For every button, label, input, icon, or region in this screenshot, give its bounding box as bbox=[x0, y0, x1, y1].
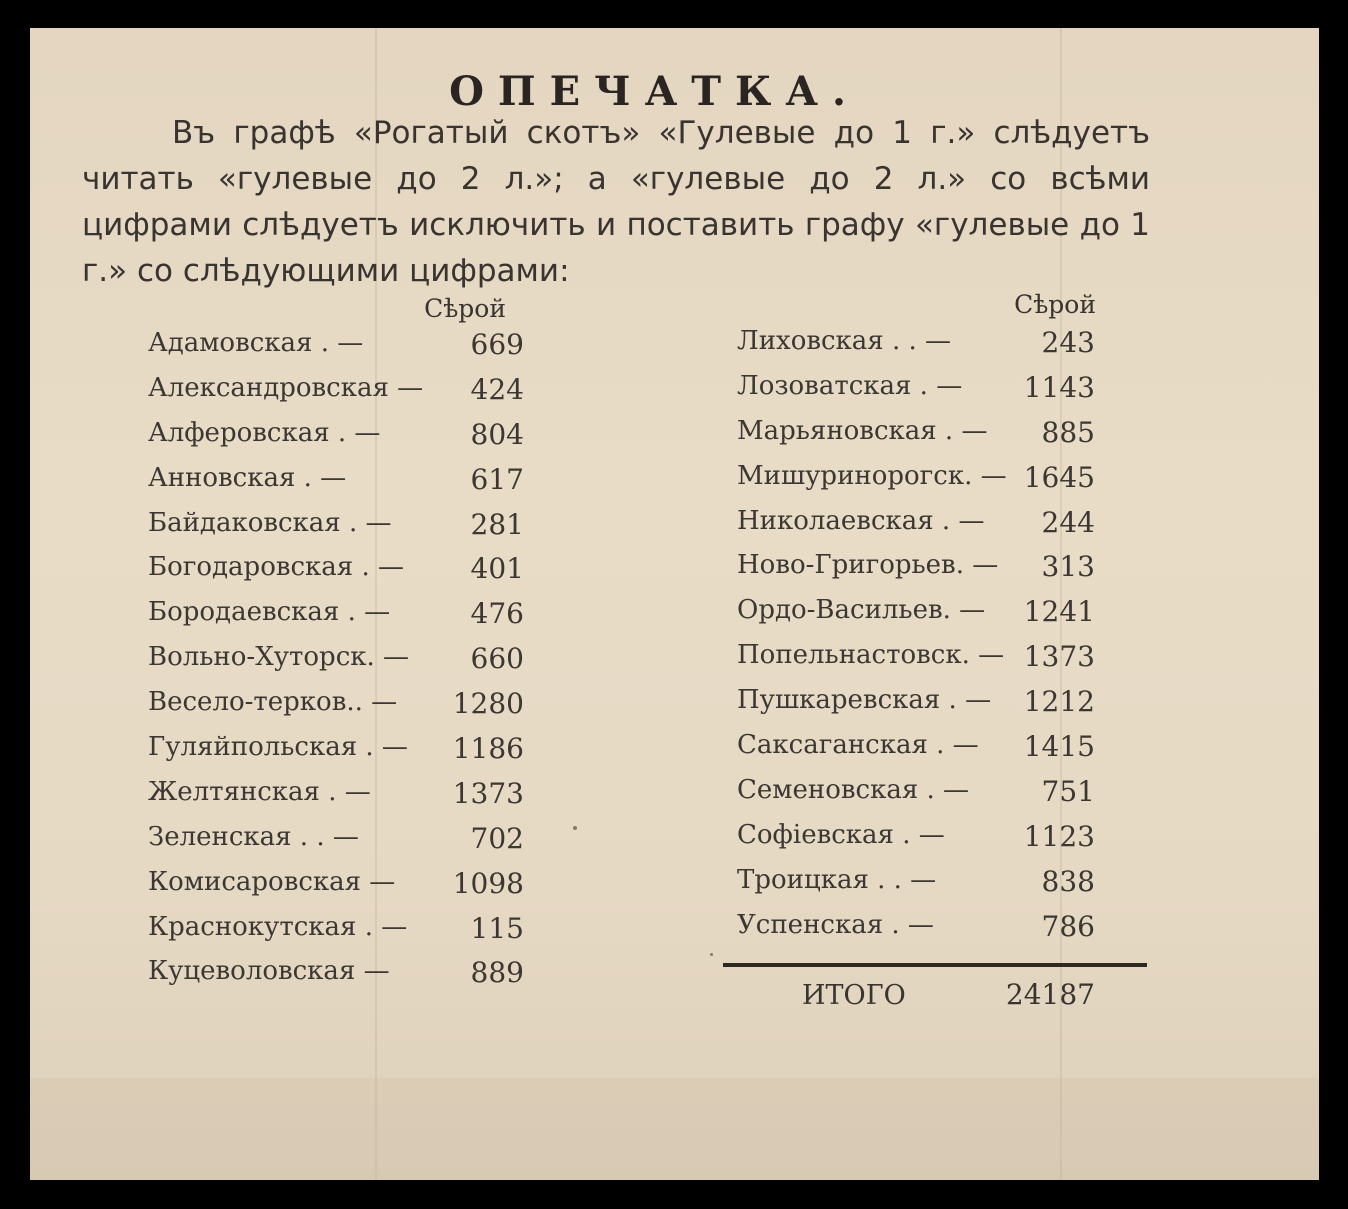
district-name: Лиховская . . — bbox=[737, 326, 952, 356]
district-name: Марьяновская . — bbox=[737, 415, 988, 446]
district-value: 885 bbox=[1041, 415, 1095, 449]
table-row bbox=[737, 326, 1097, 371]
district-name: Ордо-Васильев. — bbox=[737, 595, 986, 626]
table-row bbox=[148, 642, 524, 687]
district-value: 1123 bbox=[1023, 819, 1095, 853]
district-name: Александровская — bbox=[148, 372, 424, 403]
district-name: Адамовская . — bbox=[148, 328, 364, 358]
district-value: 244 bbox=[1041, 505, 1095, 539]
table-row bbox=[737, 416, 1097, 461]
district-value: 1212 bbox=[1023, 685, 1095, 719]
district-name: Желтянская . — bbox=[148, 776, 371, 807]
table-row bbox=[148, 821, 524, 867]
district-name: Ново-Григорьев. — bbox=[737, 550, 999, 581]
erratum-paragraph: Въ графѣ «Рогатый скотъ» «Гулевые до 1 г.» слѣдуетъ читать «гулевые до 2 л.»; а «гулевые до 2 л.» со всѣми цифрами слѣдуетъ исключить и поставить графу «гулевые до 1 г.» со слѣдующими цифрами: bbox=[82, 115, 1150, 289]
district-value: 424 bbox=[470, 372, 524, 406]
table-row bbox=[737, 506, 1097, 551]
district-value: 889 bbox=[470, 956, 524, 990]
total-value: 24187 bbox=[1005, 978, 1095, 1011]
district-name: Попельнастовск. — bbox=[737, 640, 1005, 671]
table-row bbox=[148, 552, 524, 597]
right-column-header: Сѣрой bbox=[1014, 290, 1096, 319]
district-value: 669 bbox=[470, 328, 524, 361]
table-row bbox=[148, 507, 524, 553]
paper-stain bbox=[30, 1078, 1319, 1180]
table-row bbox=[148, 776, 524, 822]
district-value: 702 bbox=[470, 821, 524, 855]
table-row bbox=[737, 730, 1097, 775]
district-name: Бородаевская . — bbox=[148, 597, 391, 628]
district-name: Зеленская . . — bbox=[148, 821, 359, 852]
district-name: Гуляйпольская . — bbox=[148, 732, 408, 763]
right-column bbox=[737, 326, 1097, 954]
district-name: Байдаковская . — bbox=[148, 507, 392, 538]
district-value: 401 bbox=[470, 552, 524, 586]
district-value: 617 bbox=[470, 462, 524, 496]
district-value: 1280 bbox=[452, 687, 524, 721]
district-name: Богодаровская . — bbox=[148, 552, 404, 583]
district-name: Успенская . — bbox=[737, 909, 934, 940]
table-row bbox=[737, 371, 1097, 416]
table-row bbox=[737, 461, 1097, 506]
total-label: ИТОГО bbox=[802, 980, 906, 1011]
left-column-header: Сѣрой bbox=[424, 294, 506, 323]
district-value: 1645 bbox=[1023, 460, 1095, 494]
table-row bbox=[148, 866, 524, 912]
document-page bbox=[30, 28, 1319, 1180]
table-row bbox=[737, 865, 1097, 910]
district-name: Комисаровская — bbox=[148, 866, 396, 897]
district-name: Троицкая . . — bbox=[737, 864, 937, 895]
district-name: Весело-терков.. — bbox=[148, 687, 398, 718]
table-row bbox=[148, 328, 524, 373]
district-name: Николаевская . — bbox=[737, 505, 985, 536]
district-name: Краснокутская . — bbox=[148, 911, 408, 942]
district-value: 1098 bbox=[452, 866, 524, 900]
paper-speck bbox=[710, 953, 713, 956]
table-row bbox=[737, 595, 1097, 640]
table-row bbox=[148, 597, 524, 642]
district-name: Софіевская . — bbox=[737, 819, 945, 850]
left-column bbox=[148, 328, 524, 1001]
table-row bbox=[148, 462, 524, 508]
district-value: 751 bbox=[1041, 774, 1095, 808]
district-value: 804 bbox=[470, 417, 524, 451]
table-row bbox=[737, 685, 1097, 730]
district-name: Семеновская . — bbox=[737, 774, 970, 805]
district-name: Пушкаревская . — bbox=[737, 685, 992, 716]
table-row bbox=[148, 372, 524, 418]
district-value: 476 bbox=[470, 597, 524, 631]
district-value: 313 bbox=[1041, 550, 1095, 584]
district-name: Саксаганская . — bbox=[737, 730, 979, 761]
district-name: Алферовская . — bbox=[148, 417, 381, 448]
table-row bbox=[148, 956, 524, 1001]
page-title: ОПЕЧАТКА. bbox=[449, 68, 860, 115]
district-value: 1241 bbox=[1023, 595, 1095, 629]
district-value: 1143 bbox=[1023, 370, 1095, 404]
table-row bbox=[737, 640, 1097, 685]
table-row bbox=[148, 417, 524, 463]
district-value: 115 bbox=[470, 911, 524, 945]
paper-speck bbox=[573, 826, 577, 830]
table-row bbox=[148, 732, 524, 777]
table-row bbox=[737, 820, 1097, 865]
district-value: 1186 bbox=[452, 732, 524, 766]
table-row bbox=[737, 775, 1097, 820]
district-name: Мишуринорогск. — bbox=[737, 460, 1007, 491]
table-row bbox=[148, 687, 524, 732]
table-row bbox=[148, 911, 524, 957]
district-value: 838 bbox=[1041, 864, 1095, 898]
district-value: 786 bbox=[1041, 909, 1095, 943]
district-name: Куцеволовская — bbox=[148, 956, 390, 987]
district-value: 243 bbox=[1041, 326, 1095, 359]
district-name: Лозоватская . — bbox=[737, 370, 963, 401]
table-row bbox=[737, 550, 1097, 595]
district-value: 281 bbox=[470, 507, 524, 541]
district-value: 1415 bbox=[1023, 730, 1095, 764]
district-value: 1373 bbox=[1023, 640, 1095, 674]
district-value: 1373 bbox=[452, 776, 524, 810]
table-row bbox=[737, 910, 1097, 955]
district-value: 660 bbox=[470, 642, 524, 676]
district-name: Анновская . — bbox=[148, 462, 347, 493]
total-rule bbox=[723, 963, 1147, 967]
district-name: Вольно-Хуторск. — bbox=[148, 642, 410, 673]
